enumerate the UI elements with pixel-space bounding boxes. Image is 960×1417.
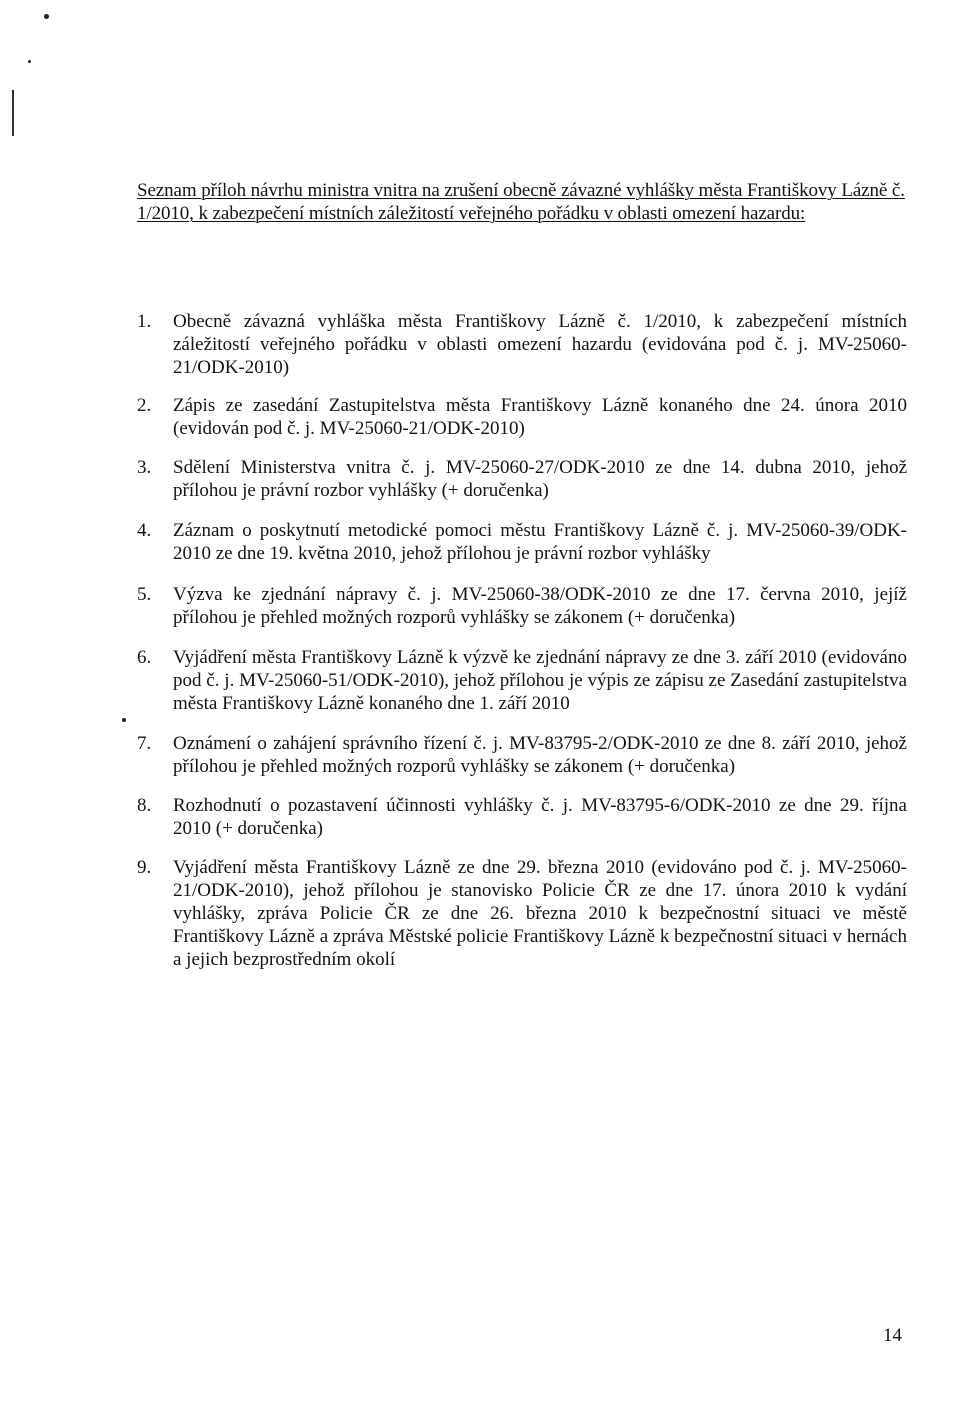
list-item-number: 1. [137, 311, 152, 332]
list-item-number: 6. [137, 647, 152, 668]
list-item-text: Zápis ze zasedání Zastupitelstva města Františkovy Lázně konaného dne 24. února 2010 (evidován pod č. j. MV-25060-21/ODK-2010) [173, 395, 907, 439]
list-item-text: Výzva ke zjednání nápravy č. j. MV-25060-38/ODK-2010 ze dne 17. června 2010, jejíž přílohou je přehled možných rozporů vyhlášky se zákonem (+ doručenka) [173, 584, 907, 628]
list-item [137, 732, 907, 778]
scan-margin-line [12, 90, 14, 136]
list-item-number: 8. [137, 795, 152, 816]
page-number: 14 [883, 1325, 902, 1346]
list-item-number: 3. [137, 457, 152, 478]
list-item-text: Obecně závazná vyhláška města Františkovy Lázně č. 1/2010, k zabezpečení místních záležitostí veřejného pořádku v oblasti omezení hazardu (evidována pod č. j. MV-25060-21/ODK-2010) [173, 311, 907, 378]
list-item [137, 794, 907, 840]
list-item [137, 856, 907, 971]
list-item [137, 394, 907, 440]
scan-speck [44, 14, 49, 19]
list-item [137, 456, 907, 502]
list-item [137, 310, 907, 379]
scan-speck [28, 60, 31, 63]
list-item [137, 646, 907, 715]
attachments-list [137, 310, 907, 971]
list-item-text: Vyjádření města Františkovy Lázně ze dne 29. března 2010 (evidováno pod č. j. MV-25060-21/ODK-2010), jehož přílohou je stanovisko Policie ČR ze dne 17. února 2010 k vydání vyhlášky, zpráva Policie ČR ze dne 26. března 2010 k bezpečnostní situaci ve městě Františkovy Lázně a zpráva Městské policie Františkovy Lázně k bezpečnostní situaci v hernách a jejich bezprostředním okolí [173, 857, 907, 970]
list-item-number: 4. [137, 520, 152, 541]
list-item-number: 2. [137, 395, 152, 416]
list-item [137, 583, 907, 629]
list-item-text: Rozhodnutí o pozastavení účinnosti vyhlášky č. j. MV-83795-6/ODK-2010 ze dne 29. října 2010 (+ doručenka) [173, 795, 907, 839]
list-item-number: 9. [137, 857, 152, 878]
list-item [137, 519, 907, 565]
list-item-text: Oznámení o zahájení správního řízení č. j. MV-83795-2/ODK-2010 ze dne 8. září 2010, jehož přílohou je přehled možných rozporů vyhlášky se zákonem (+ doručenka) [173, 733, 907, 777]
scan-speck [122, 718, 126, 722]
list-item-text: Vyjádření města Františkovy Lázně k výzvě ke zjednání nápravy ze dne 3. září 2010 (evidováno pod č. j. MV-25060-51/ODK-2010), jehož přílohou je výpis ze zápisu ze Zasedání zastupitelstva města Františkovy Lázně konaného dne 1. září 2010 [173, 647, 907, 714]
list-item-text: Sdělení Ministerstva vnitra č. j. MV-25060-27/ODK-2010 ze dne 14. dubna 2010, jehož přílohou je právní rozbor vyhlášky (+ doručenka) [173, 457, 907, 501]
attachments-heading: Seznam příloh návrhu ministra vnitra na zrušení obecně závazné vyhlášky města Františkovy Lázně č. 1/2010, k zabezpečení místních záležitostí veřejného pořádku v oblasti omezení hazardu: [137, 180, 905, 224]
list-item-number: 5. [137, 584, 152, 605]
list-item-number: 7. [137, 733, 152, 754]
list-item-text: Záznam o poskytnutí metodické pomoci městu Františkovy Lázně č. j. MV-25060-39/ODK-2010 ze dne 19. května 2010, jehož přílohou je právní rozbor vyhlášky [173, 520, 907, 564]
